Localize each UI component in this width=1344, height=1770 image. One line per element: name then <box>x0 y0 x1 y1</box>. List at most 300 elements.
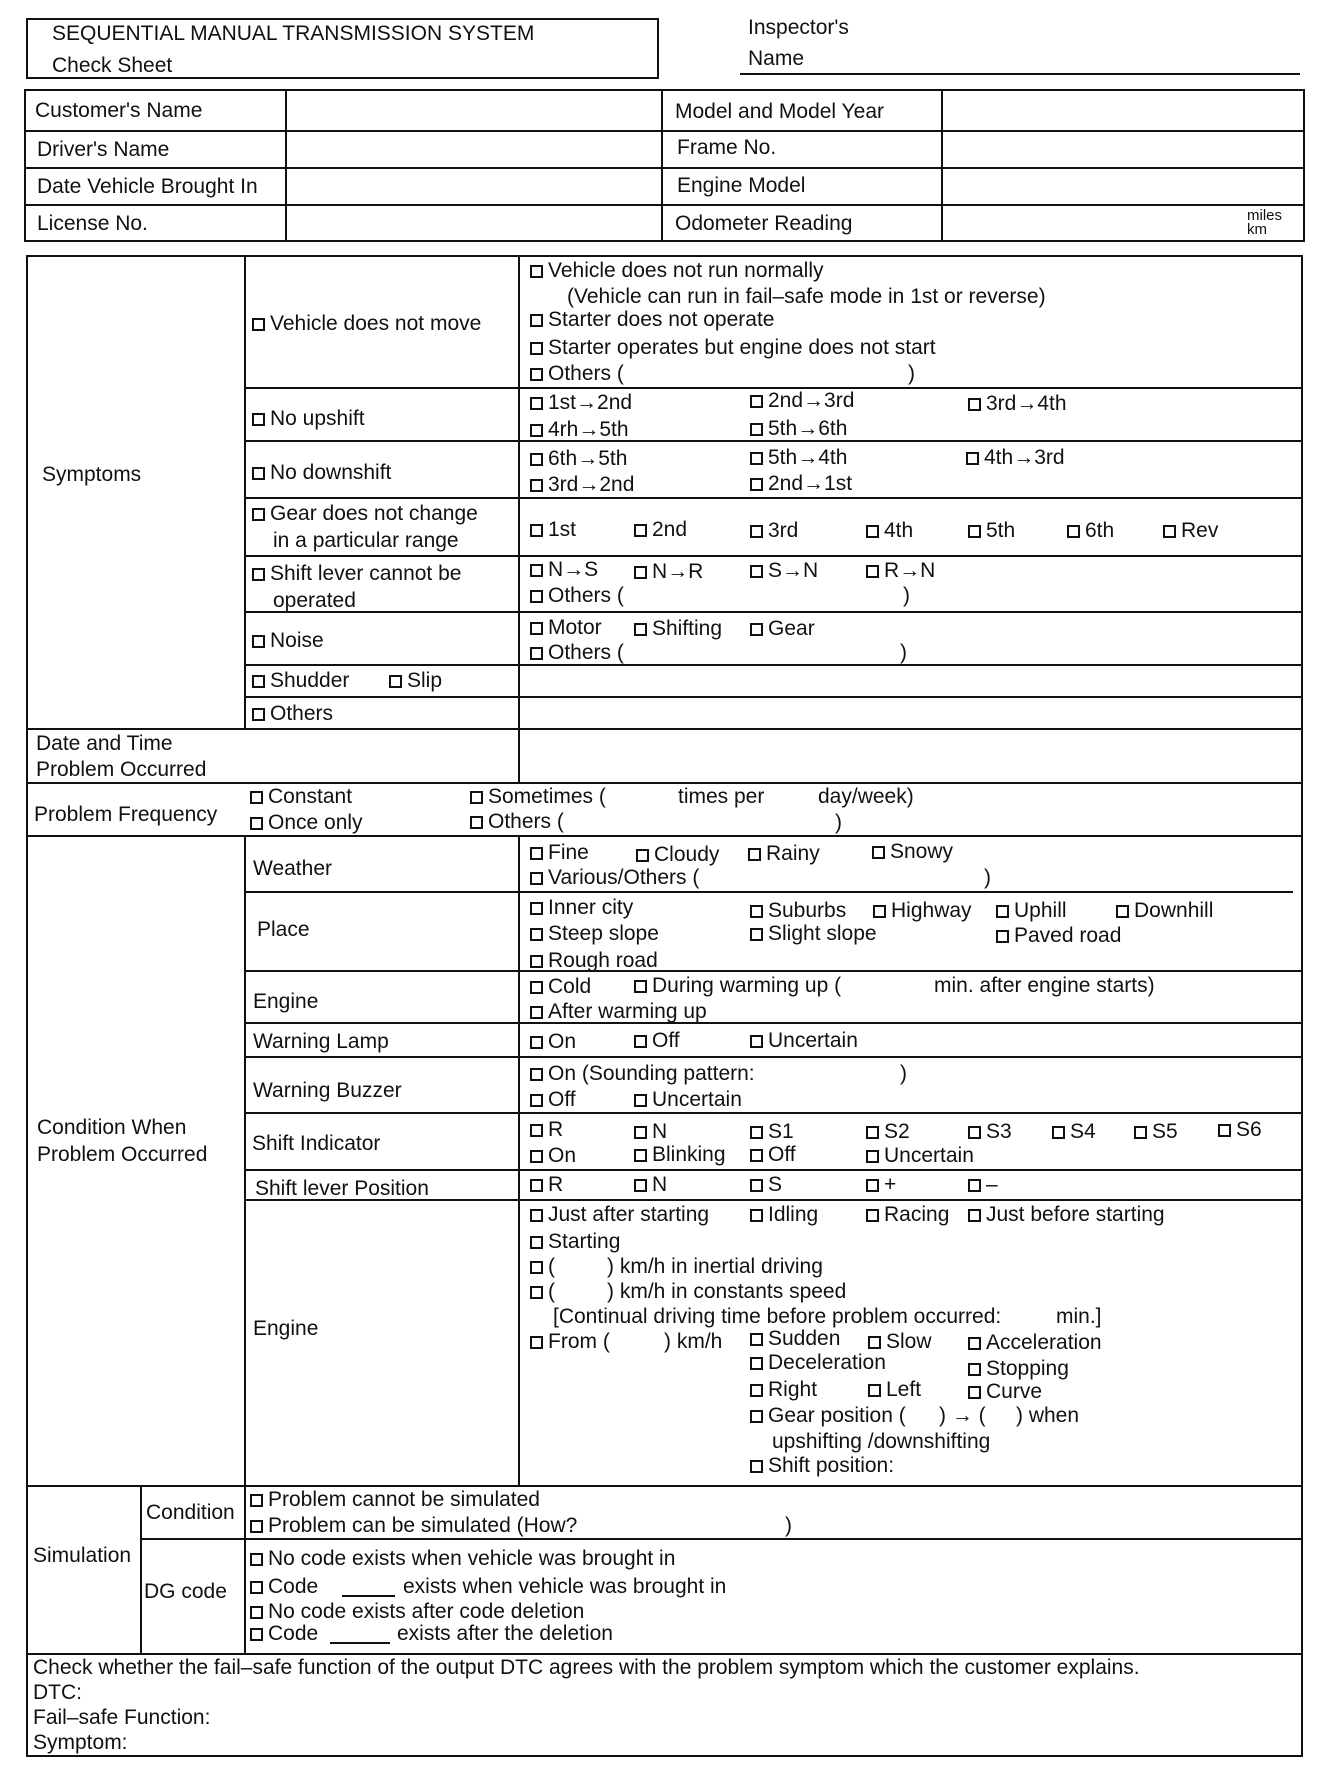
indicator-uncertain[interactable] <box>866 1144 974 1168</box>
checkbox-icon[interactable] <box>996 905 1009 918</box>
checkbox-icon[interactable] <box>250 1494 263 1507</box>
warning-buzzer-label: Warning Buzzer <box>253 1079 402 1102</box>
driving-shift-position[interactable] <box>750 1454 894 1478</box>
noise-motor[interactable] <box>530 616 602 640</box>
engine-cold[interactable] <box>530 975 591 999</box>
checkbox-icon[interactable] <box>866 565 879 578</box>
checkbox-icon[interactable] <box>530 1036 543 1049</box>
gear-4th[interactable] <box>866 519 913 543</box>
indicator-s1[interactable] <box>750 1120 794 1144</box>
option-label: On <box>548 1144 577 1167</box>
option-label: Sudden <box>768 1327 841 1350</box>
checkbox-icon[interactable] <box>530 1286 543 1299</box>
option-label: 3rd <box>768 519 799 542</box>
checkbox-icon[interactable] <box>750 1179 763 1192</box>
checkbox-icon[interactable] <box>530 1124 543 1137</box>
checkbox-icon[interactable] <box>866 1179 879 1192</box>
option-label: 5th→6th <box>768 417 848 440</box>
checkbox-icon[interactable] <box>1116 905 1129 918</box>
lever-r[interactable] <box>530 1173 563 1197</box>
checkbox-icon[interactable] <box>530 368 543 381</box>
option-label: After warming up <box>548 1000 707 1023</box>
place-slight-slope[interactable] <box>750 922 877 946</box>
inspector-name-line[interactable] <box>740 73 1300 75</box>
checkbox-icon[interactable] <box>750 623 763 636</box>
warning-buzzer-off[interactable] <box>530 1088 576 1112</box>
indicator-s3[interactable] <box>968 1120 1012 1144</box>
noise-shifting[interactable] <box>634 617 722 641</box>
checkbox-icon[interactable] <box>1163 525 1176 538</box>
no-downshift-row[interactable] <box>252 461 391 485</box>
not-move-option-4[interactable] <box>530 362 624 386</box>
checkbox-icon[interactable] <box>868 1384 881 1397</box>
checkbox-icon[interactable] <box>530 590 543 603</box>
place-suburbs[interactable] <box>750 899 846 923</box>
condition-label: Condition When <box>37 1116 187 1139</box>
dg-code-after-deletion[interactable] <box>250 1622 318 1646</box>
shift-others-close: ) <box>903 584 910 607</box>
option-label: S2 <box>884 1120 910 1143</box>
option-label: Just before starting <box>986 1203 1165 1226</box>
checkbox-icon[interactable] <box>968 1386 981 1399</box>
engine-after-warmup[interactable] <box>530 1000 707 1024</box>
not-move-others-close: ) <box>908 362 915 385</box>
option-label: 4th <box>884 519 914 542</box>
weather-others[interactable] <box>530 866 699 890</box>
shift-n-s[interactable] <box>530 558 598 582</box>
gear-2nd[interactable] <box>634 518 687 542</box>
frequency-once[interactable] <box>250 811 363 835</box>
place-downhill[interactable] <box>1116 899 1213 923</box>
dg-code-brought-in-blank[interactable] <box>342 1595 395 1597</box>
checkbox-icon[interactable] <box>750 905 763 918</box>
checkbox-icon[interactable] <box>530 647 543 660</box>
shift-lever-label: Shift lever cannot be <box>270 562 462 585</box>
place-paved-road[interactable] <box>996 924 1121 948</box>
checkbox-icon[interactable] <box>250 817 263 830</box>
checkbox-icon[interactable] <box>530 955 543 968</box>
option-label: Fine <box>548 841 589 864</box>
checkbox-icon[interactable] <box>636 849 649 862</box>
checkbox-icon[interactable] <box>530 1336 543 1349</box>
frequency-label: Problem Frequency <box>34 803 218 826</box>
checkbox-icon[interactable] <box>252 467 265 480</box>
weather-snowy[interactable] <box>872 840 953 864</box>
warning-buzzer-close: ) <box>900 1062 907 1085</box>
checkbox-icon[interactable] <box>996 930 1009 943</box>
checkbox-icon[interactable] <box>750 452 763 465</box>
weather-label: Weather <box>253 857 332 880</box>
checkbox-icon[interactable] <box>252 568 265 581</box>
place-rough-road[interactable] <box>530 949 658 973</box>
checkbox-icon[interactable] <box>634 1094 647 1107</box>
option-label: S4 <box>1070 1120 1096 1143</box>
odometer-unit-miles: miles <box>1247 207 1283 224</box>
checkbox-icon[interactable] <box>250 791 263 804</box>
option-label: Inner city <box>548 896 634 919</box>
option-label: Motor <box>548 616 602 639</box>
driving-left[interactable] <box>868 1378 921 1402</box>
gear-5th[interactable] <box>968 519 1015 543</box>
checkbox-icon[interactable] <box>530 981 543 994</box>
checkbox-icon[interactable] <box>1052 1126 1065 1139</box>
lever-plus[interactable] <box>866 1173 896 1197</box>
driving-starting[interactable] <box>530 1230 620 1254</box>
driving-constant[interactable] <box>530 1280 555 1304</box>
shift-s-n[interactable] <box>750 559 818 583</box>
option-label: Code <box>268 1622 319 1645</box>
checkbox-icon[interactable] <box>968 1126 981 1139</box>
option-label: S <box>768 1173 783 1196</box>
option-label: Off <box>548 1088 576 1111</box>
indicator-off[interactable] <box>750 1143 796 1167</box>
checkbox-icon[interactable] <box>530 1261 543 1274</box>
checkbox-icon[interactable] <box>866 1126 879 1139</box>
warning-lamp-label: Warning Lamp <box>253 1030 389 1053</box>
downshift-5-4[interactable] <box>750 446 847 470</box>
checkbox-icon[interactable] <box>634 566 647 579</box>
indicator-blinking[interactable] <box>634 1143 726 1167</box>
checkbox-icon[interactable] <box>872 846 885 859</box>
checkbox-icon[interactable] <box>968 1337 981 1350</box>
checkbox-icon[interactable] <box>634 1179 647 1192</box>
checkbox-icon[interactable] <box>634 1035 647 1048</box>
driving-just-before-starting[interactable] <box>968 1203 1165 1227</box>
engine-during-warmup[interactable] <box>634 974 841 998</box>
gear-range-label-2: in a particular range <box>273 529 459 552</box>
option-label: Left <box>886 1378 922 1401</box>
checkbox-icon[interactable] <box>530 524 543 537</box>
checkbox-icon[interactable] <box>252 318 265 331</box>
no-upshift-label: No upshift <box>270 407 365 430</box>
date-time-field[interactable] <box>247 731 517 780</box>
driving-continual-time: [Continual driving time before problem occurred: <box>553 1305 1002 1328</box>
checkbox-icon[interactable] <box>1067 525 1080 538</box>
checkbox-icon[interactable] <box>750 1333 763 1346</box>
sim-can-simulate-close: ) <box>785 1514 792 1537</box>
odometer-label: Odometer Reading <box>675 212 853 235</box>
license-no-label: License No. <box>37 212 148 235</box>
option-label: 2nd→3rd <box>768 389 855 412</box>
gear-rev[interactable] <box>1163 519 1218 543</box>
checkbox-icon[interactable] <box>250 1581 263 1594</box>
not-move-option-2[interactable] <box>530 308 774 332</box>
checkbox-icon[interactable] <box>530 397 543 410</box>
gear-3rd[interactable] <box>750 519 798 543</box>
option-label: 4rh→5th <box>548 418 629 441</box>
checkbox-icon[interactable] <box>968 525 981 538</box>
upshift-2-3[interactable] <box>750 389 854 413</box>
warning-buzzer-uncertain[interactable] <box>634 1088 742 1112</box>
checkbox-icon[interactable] <box>750 1126 763 1139</box>
warning-lamp-on[interactable] <box>530 1030 576 1054</box>
checkbox-icon[interactable] <box>252 413 265 426</box>
checkbox-icon[interactable] <box>470 816 483 829</box>
engine-label: Engine <box>253 990 319 1013</box>
checkbox-icon[interactable] <box>530 342 543 355</box>
upshift-4-5[interactable] <box>530 418 629 442</box>
checkbox-icon[interactable] <box>750 395 763 408</box>
driving-inertial[interactable] <box>530 1255 555 1279</box>
noise-others[interactable] <box>530 641 624 665</box>
checkbox-icon[interactable] <box>252 508 265 521</box>
checkbox-icon[interactable] <box>748 848 761 861</box>
checkbox-icon[interactable] <box>750 1035 763 1048</box>
option-label: 1st→2nd <box>548 391 633 414</box>
option-label: Downhill <box>1134 899 1214 922</box>
downshift-6-5[interactable] <box>530 447 627 471</box>
driving-curve[interactable] <box>968 1380 1042 1404</box>
driving-from[interactable] <box>530 1330 610 1354</box>
shudder-option[interactable] <box>252 669 349 693</box>
indicator-r[interactable] <box>530 1118 563 1142</box>
checkbox-icon[interactable] <box>750 423 763 436</box>
frequency-day-week: day/week) <box>818 785 914 808</box>
shift-r-n[interactable] <box>866 559 935 583</box>
checkbox-icon[interactable] <box>530 453 543 466</box>
option-label: On <box>548 1030 577 1053</box>
checkbox-icon[interactable] <box>634 980 647 993</box>
checkbox-icon[interactable] <box>252 708 265 721</box>
checkbox-icon[interactable] <box>252 675 265 688</box>
checkbox-icon[interactable] <box>866 1150 879 1163</box>
indicator-n[interactable] <box>634 1120 667 1144</box>
shift-n-r[interactable] <box>634 560 703 584</box>
driving-sudden[interactable] <box>750 1327 840 1351</box>
license-no-field[interactable] <box>288 206 660 240</box>
checkbox-icon[interactable] <box>750 1384 763 1397</box>
checkbox-icon[interactable] <box>530 1236 543 1249</box>
checkbox-icon[interactable] <box>530 902 543 915</box>
indicator-on[interactable] <box>530 1144 576 1168</box>
checkbox-icon[interactable] <box>750 565 763 578</box>
not-move-option-3[interactable] <box>530 336 936 360</box>
checkbox-icon[interactable] <box>530 1150 543 1163</box>
option-label: Others ( <box>548 362 624 385</box>
slip-option[interactable] <box>389 669 442 693</box>
weather-rainy[interactable] <box>748 842 820 866</box>
engine-driving-label: Engine <box>253 1317 319 1340</box>
checkbox-icon[interactable] <box>966 452 979 465</box>
checkbox-icon[interactable] <box>634 524 647 537</box>
checkbox-icon[interactable] <box>530 479 543 492</box>
checkbox-icon[interactable] <box>968 1363 981 1376</box>
driving-right[interactable] <box>750 1378 817 1402</box>
date-brought-in-field[interactable] <box>288 169 660 203</box>
driving-idling[interactable] <box>750 1203 818 1227</box>
downshift-2-1[interactable] <box>750 472 852 496</box>
checkbox-icon[interactable] <box>750 928 763 941</box>
footer-instruction: Check whether the fail–safe function of the output DTC agrees with the problem symptom which the customer explains. <box>33 1656 1140 1679</box>
checkbox-icon[interactable] <box>968 398 981 411</box>
warning-lamp-off[interactable] <box>634 1029 680 1053</box>
downshift-3-2[interactable] <box>530 473 634 497</box>
warning-lamp-uncertain[interactable] <box>750 1029 858 1053</box>
shift-lever-row[interactable] <box>252 562 461 586</box>
place-steep-slope[interactable] <box>530 922 659 946</box>
sim-cannot-simulate[interactable] <box>250 1488 540 1512</box>
option-label: Constant <box>268 785 353 808</box>
checkbox-icon[interactable] <box>873 905 886 918</box>
option-label: Others ( <box>548 584 624 607</box>
checkbox-icon[interactable] <box>530 928 543 941</box>
option-label: Starting <box>548 1230 621 1253</box>
driving-gear-position[interactable] <box>750 1404 906 1428</box>
not-move-option-1-note: (Vehicle can run in fail–safe mode in 1st or reverse) <box>567 285 1046 308</box>
weather-cloudy[interactable] <box>636 843 719 867</box>
driving-acceleration[interactable] <box>968 1331 1102 1355</box>
place-highway[interactable] <box>873 899 972 923</box>
checkbox-icon[interactable] <box>530 1094 543 1107</box>
option-label: 5th→4th <box>768 446 848 469</box>
checkbox-icon[interactable] <box>530 314 543 327</box>
indicator-s6[interactable] <box>1218 1118 1262 1142</box>
checkbox-icon[interactable] <box>252 635 265 648</box>
dg-code-brought-in[interactable] <box>250 1575 318 1599</box>
checkbox-icon[interactable] <box>866 525 879 538</box>
noise-row[interactable] <box>252 629 324 653</box>
place-inner-city[interactable] <box>530 896 633 920</box>
dg-code-after-deletion-blank[interactable] <box>330 1642 390 1644</box>
gear-6th[interactable] <box>1067 519 1114 543</box>
sim-can-simulate[interactable] <box>250 1514 577 1538</box>
option-label: Deceleration <box>768 1351 886 1374</box>
checkbox-icon[interactable] <box>530 1006 543 1019</box>
option-label: No code exists after code deletion <box>268 1600 585 1623</box>
warning-buzzer-on[interactable] <box>530 1062 755 1086</box>
option-label: Rough road <box>548 949 658 972</box>
option-label: 6th <box>1085 519 1115 542</box>
weather-fine[interactable] <box>530 841 589 865</box>
lever-n[interactable] <box>634 1173 667 1197</box>
not-move-option-1[interactable] <box>530 259 824 283</box>
checkbox-icon[interactable] <box>968 1179 981 1192</box>
option-label: 5th <box>986 519 1016 542</box>
drivers-name-field[interactable] <box>288 132 660 166</box>
option-label: N <box>652 1173 668 1196</box>
checkbox-icon[interactable] <box>750 1460 763 1473</box>
indicator-s5[interactable] <box>1134 1120 1178 1144</box>
model-year-field[interactable] <box>944 92 1303 129</box>
checkbox-icon[interactable] <box>530 1068 543 1081</box>
engine-model-field[interactable] <box>944 169 1303 203</box>
option-label: Sometimes ( <box>488 785 606 808</box>
checkbox-icon[interactable] <box>250 1553 263 1566</box>
checkbox-icon[interactable] <box>750 1209 763 1222</box>
checkbox-icon[interactable] <box>1218 1124 1231 1137</box>
driving-just-after-starting[interactable] <box>530 1203 709 1227</box>
checkbox-icon[interactable] <box>530 1179 543 1192</box>
option-label: 3rd→2nd <box>548 473 635 496</box>
vehicle-not-move-label: Vehicle does not move <box>270 312 482 335</box>
checkbox-icon[interactable] <box>470 791 483 804</box>
driving-racing[interactable] <box>866 1203 949 1227</box>
vehicle-not-move-row[interactable] <box>252 312 481 336</box>
checkbox-icon[interactable] <box>634 623 647 636</box>
odometer-field[interactable] <box>944 206 1244 240</box>
checkbox-icon[interactable] <box>634 1126 647 1139</box>
checkbox-icon[interactable] <box>968 1209 981 1222</box>
shift-lever-label-2: operated <box>273 589 356 612</box>
checkbox-icon[interactable] <box>530 564 543 577</box>
option-label: Rainy <box>766 842 820 865</box>
checkbox-icon[interactable] <box>750 1357 763 1370</box>
checkbox-icon[interactable] <box>530 847 543 860</box>
frequency-sometimes[interactable] <box>470 785 606 809</box>
checkbox-icon[interactable] <box>250 1606 263 1619</box>
checkbox-icon[interactable] <box>530 622 543 635</box>
inspector-label-line1: Inspector's <box>748 16 849 39</box>
date-brought-in-label: Date Vehicle Brought In <box>37 175 258 198</box>
driving-stopping[interactable] <box>968 1357 1069 1381</box>
engine-model-label: Engine Model <box>677 174 806 197</box>
frame-no-field[interactable] <box>944 132 1303 166</box>
upshift-5-6[interactable] <box>750 417 847 441</box>
checkbox-icon[interactable] <box>866 1209 879 1222</box>
noise-others-close: ) <box>900 641 907 664</box>
checkbox-icon[interactable] <box>750 525 763 538</box>
option-label: 4th→3rd <box>984 446 1065 469</box>
checkbox-icon[interactable] <box>530 424 543 437</box>
option-label: Cold <box>548 975 592 998</box>
checkbox-icon[interactable] <box>530 872 543 885</box>
indicator-s4[interactable] <box>1052 1120 1096 1144</box>
checkbox-icon[interactable] <box>868 1336 881 1349</box>
option-label: Others ( <box>548 641 624 664</box>
gear-1st[interactable] <box>530 518 576 542</box>
checkbox-icon[interactable] <box>750 1149 763 1162</box>
driving-deceleration[interactable] <box>750 1351 886 1375</box>
customer-name-field[interactable] <box>288 92 660 129</box>
checkbox-icon[interactable] <box>530 1209 543 1222</box>
shift-others[interactable] <box>530 584 624 608</box>
checkbox-icon[interactable] <box>530 265 543 278</box>
noise-label: Noise <box>270 629 324 652</box>
checkbox-icon[interactable] <box>250 1628 263 1641</box>
upshift-1-2[interactable] <box>530 391 632 415</box>
lever-minus[interactable] <box>968 1173 998 1197</box>
downshift-4-3[interactable] <box>966 446 1065 470</box>
indicator-s2[interactable] <box>866 1120 910 1144</box>
no-upshift-row[interactable] <box>252 407 365 431</box>
upshift-3-4[interactable] <box>968 392 1067 416</box>
option-label: 2nd <box>652 518 688 541</box>
checkbox-icon[interactable] <box>750 1410 763 1423</box>
frame-no-label: Frame No. <box>677 136 777 159</box>
drivers-name-label: Driver's Name <box>37 138 170 161</box>
checkbox-icon[interactable] <box>634 1149 647 1162</box>
frequency-others[interactable] <box>470 810 564 834</box>
option-label: Just after starting <box>548 1203 710 1226</box>
option-label: Off <box>652 1029 680 1052</box>
place-uphill[interactable] <box>996 899 1067 923</box>
option-label: On (Sounding pattern: <box>548 1062 755 1085</box>
dg-no-code-brought-in[interactable] <box>250 1547 675 1571</box>
checkbox-icon[interactable] <box>750 478 763 491</box>
option-label: Shifting <box>652 617 723 640</box>
frequency-constant[interactable] <box>250 785 352 809</box>
dg-no-code-after-deletion[interactable] <box>250 1600 584 1624</box>
lever-s[interactable] <box>750 1173 782 1197</box>
gear-range-row[interactable] <box>252 502 478 526</box>
option-label: Acceleration <box>986 1331 1102 1354</box>
checkbox-icon[interactable] <box>250 1520 263 1533</box>
noise-gear[interactable] <box>750 617 815 641</box>
symptom-others-option[interactable] <box>252 702 333 726</box>
checkbox-icon[interactable] <box>389 675 402 688</box>
checkbox-icon[interactable] <box>1134 1126 1147 1139</box>
option-label: S→N <box>768 559 819 582</box>
